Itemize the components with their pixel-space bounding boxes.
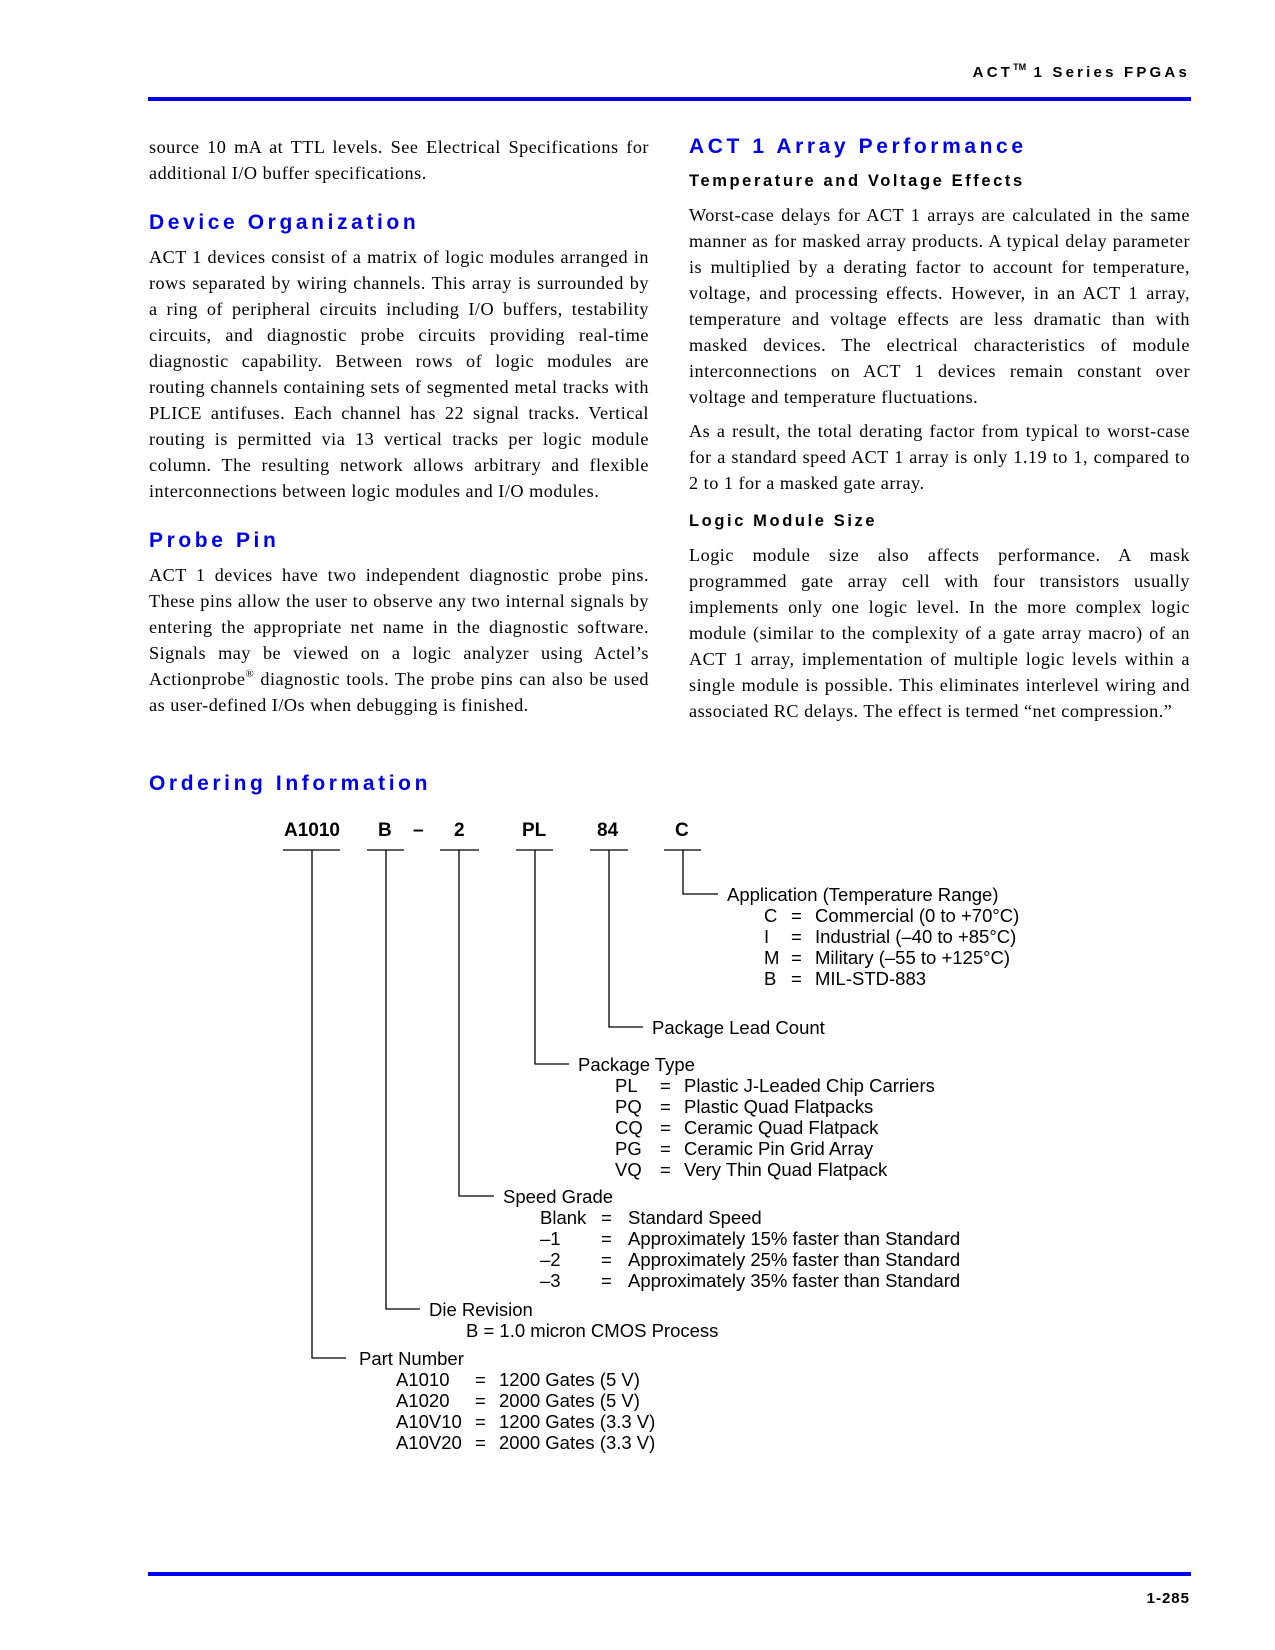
package-option-code: VQ xyxy=(615,1159,642,1180)
application-option-code: C xyxy=(764,905,778,926)
speed-option-code: –1 xyxy=(540,1228,561,1249)
part-option-code: A10V20 xyxy=(396,1432,462,1453)
left-column xyxy=(149,134,649,718)
part-option-desc: 1200 Gates (5 V) xyxy=(499,1369,640,1390)
package-option-eq: = xyxy=(660,1096,671,1117)
part-option-desc: 2000 Gates (5 V) xyxy=(499,1390,640,1411)
connector-lead-count xyxy=(609,850,643,1027)
connector-speed-grade xyxy=(459,850,494,1196)
die-revision-label: Die Revision xyxy=(429,1299,533,1320)
part-option-eq: = xyxy=(475,1390,486,1411)
subheading-logic-module-size: Logic Module Size xyxy=(689,512,878,530)
application-option-eq: = xyxy=(791,947,802,968)
application-option-desc: MIL-STD-883 xyxy=(815,968,927,989)
application-option-code: I xyxy=(764,926,770,947)
code-die-revision: B xyxy=(378,820,392,841)
speed-option-eq: = xyxy=(601,1207,612,1228)
logic-module-size-paragraph: Logic module size also affects performance. A mask programmed gate array cell with four transistors usually implements only one logic level. In the more complex logic module (similar to the complexity of a gate array macro) of an ACT 1 array, implementation of multiple logic levels within a single module is possible. This eliminates interlevel wiring and associated RC delays. The effect is termed “net compression.” xyxy=(689,545,1190,721)
application-option-eq: = xyxy=(791,905,802,926)
speed-option-code: –3 xyxy=(540,1270,561,1291)
speed-option-code: Blank xyxy=(540,1207,587,1228)
application-option-desc: Commercial (0 to +70°C) xyxy=(815,905,1020,926)
part-option-code: A10V10 xyxy=(396,1411,462,1432)
package-option-code: PL xyxy=(615,1075,638,1096)
package-option-desc: Ceramic Pin Grid Array xyxy=(684,1138,874,1159)
device-organization-paragraph: ACT 1 devices consist of a matrix of logic modules arranged in rows separated by wiring channels. This array is surrounded by a ring of peripheral circuits including I/O buffers, testability circuits, and diagnostic probe circuits providing real-time diagnostic capability. Between rows of logic modules are routing channels containing sets of segmented metal tracks with PLICE antifuses. Each channel has 22 signal tracks. Vertical routing is permitted via 13 vertical tracks per logic module column. The resulting network allows arbitrary and flexible interconnections between logic modules and I/O modules. xyxy=(149,247,649,501)
speed-option-code: –2 xyxy=(540,1249,561,1270)
code-application: C xyxy=(675,820,689,841)
lead-count-label: Package Lead Count xyxy=(652,1017,825,1038)
package-option-eq: = xyxy=(660,1159,671,1180)
code-part-number: A1010 xyxy=(284,820,340,841)
header-title-pre: ACT xyxy=(972,64,1014,81)
application-option-desc: Industrial (–40 to +85°C) xyxy=(815,926,1017,947)
speed-option-eq: = xyxy=(601,1249,612,1270)
package-option-code: PG xyxy=(615,1138,642,1159)
speed-option-desc: Standard Speed xyxy=(628,1207,762,1228)
part-option-desc: 2000 Gates (3.3 V) xyxy=(499,1432,656,1453)
speed-option-desc: Approximately 35% faster than Standard xyxy=(628,1270,961,1291)
header-rule xyxy=(148,97,1191,101)
part-option-desc: 1200 Gates (3.3 V) xyxy=(499,1411,656,1432)
code-package-type: PL xyxy=(522,820,547,841)
running-header xyxy=(973,62,1190,81)
part-option-code: A1010 xyxy=(396,1369,450,1390)
code-speed-grade: 2 xyxy=(454,820,465,841)
subheading-temperature-voltage: Temperature and Voltage Effects xyxy=(689,172,1025,190)
speed-option-eq: = xyxy=(601,1270,612,1291)
package-option-eq: = xyxy=(660,1117,671,1138)
part-option-eq: = xyxy=(475,1369,486,1390)
trademark-mark: TM xyxy=(1013,62,1027,72)
part-option-eq: = xyxy=(475,1411,486,1432)
heading-ordering-information: Ordering Information xyxy=(149,772,431,795)
temperature-voltage-paragraph-1: Worst-case delays for ACT 1 arrays are calculated in the same manner as for masked array products. A typical delay parameter is multiplied by a derating factor to account for temperature, voltage, and processing effects. However, in an ACT 1 array, temperature and voltage effects are less dramatic than with masked devices. The electrical characteristics of module interconnections on ACT 1 devices remain constant over voltage and temperature fluctuations. xyxy=(689,205,1190,407)
heading-probe-pin: Probe Pin xyxy=(149,529,280,552)
footer-rule xyxy=(148,1572,1191,1576)
page-number: 1-285 xyxy=(1146,1590,1190,1607)
header-title-post: 1 Series FPGAs xyxy=(1026,64,1190,81)
code-lead-count: 84 xyxy=(597,820,619,841)
package-option-desc: Ceramic Quad Flatpack xyxy=(684,1117,879,1138)
speed-grade-label: Speed Grade xyxy=(503,1186,614,1207)
application-option-eq: = xyxy=(791,926,802,947)
right-column xyxy=(689,134,1190,724)
package-option-eq: = xyxy=(660,1075,671,1096)
application-option-code: M xyxy=(764,947,780,968)
application-option-eq: = xyxy=(791,968,802,989)
application-label: Application (Temperature Range) xyxy=(727,884,999,905)
connector-application xyxy=(683,850,718,894)
package-option-desc: Very Thin Quad Flatpack xyxy=(684,1159,888,1180)
registered-mark: ® xyxy=(245,668,255,680)
connector-part-number xyxy=(312,850,346,1358)
probe-pin-text-1: ACT 1 devices have two independent diagnostic probe pins. These pins allow the user to observe any two internal signals by entering the appropriate net name in the diagnostic software. Signals may be viewed on a logic analyzer using Actel’s Actionprobe xyxy=(149,565,649,689)
connector-die-revision xyxy=(386,850,420,1309)
die-revision-detail: B = 1.0 micron CMOS Process xyxy=(466,1320,719,1341)
probe-pin-text-2: diagnostic tools. The probe pins can also be used as user-defined I/Os when debugging is finished. xyxy=(149,669,649,715)
part-number-label: Part Number xyxy=(359,1348,464,1369)
speed-option-desc: Approximately 25% faster than Standard xyxy=(628,1249,961,1270)
package-option-code: CQ xyxy=(615,1117,643,1138)
temperature-voltage-paragraph-2: As a result, the total derating factor from typical to worst-case for a standard speed ACT 1 array is only 1.19 to 1, compared to 2 to 1 for a masked gate array. xyxy=(689,421,1190,493)
connector-package-type xyxy=(535,850,569,1064)
code-dash: – xyxy=(413,820,424,841)
intro-paragraph: source 10 mA at TTL levels. See Electrical Specifications for additional I/O buffer specifications. xyxy=(149,137,649,183)
package-option-desc: Plastic Quad Flatpacks xyxy=(684,1096,874,1117)
application-option-desc: Military (–55 to +125°C) xyxy=(815,947,1011,968)
speed-option-desc: Approximately 15% faster than Standard xyxy=(628,1228,961,1249)
probe-pin-paragraph xyxy=(149,562,649,718)
heading-array-performance: ACT 1 Array Performance xyxy=(689,135,1027,158)
part-option-eq: = xyxy=(475,1432,486,1453)
heading-device-organization: Device Organization xyxy=(149,211,420,234)
part-option-code: A1020 xyxy=(396,1390,450,1411)
speed-option-eq: = xyxy=(601,1228,612,1249)
package-option-code: PQ xyxy=(615,1096,642,1117)
package-type-label: Package Type xyxy=(578,1054,695,1075)
package-option-desc: Plastic J-Leaded Chip Carriers xyxy=(684,1075,935,1096)
package-option-eq: = xyxy=(660,1138,671,1159)
application-option-code: B xyxy=(764,968,777,989)
